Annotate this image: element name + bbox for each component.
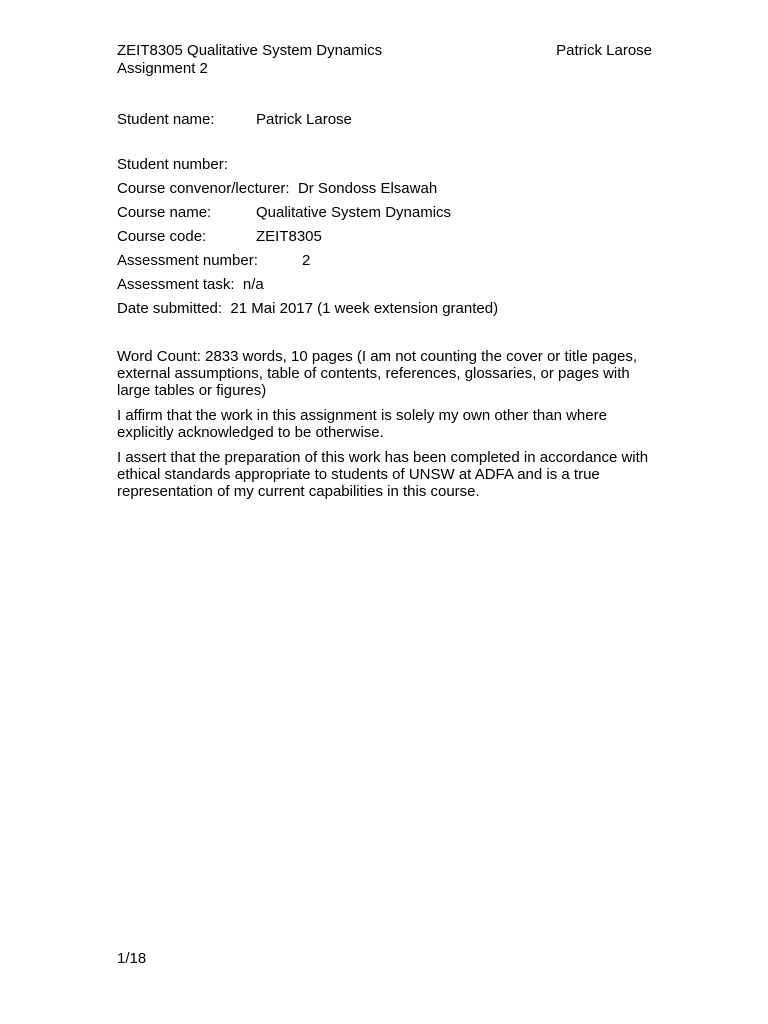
page-header (117, 42, 382, 78)
convenor-row (117, 180, 437, 198)
header-author: Patrick Larose (556, 42, 652, 59)
student-name-row (117, 111, 352, 129)
date-submitted-label: Date submitted: (117, 300, 223, 317)
assessment-task-label: Assessment task: (117, 276, 235, 293)
assessment-number-value: 2 (302, 252, 311, 269)
date-submitted-value: 21 Mai 2017 (1 week extension granted) (230, 300, 499, 317)
assertion-paragraph: I assert that the preparation of this work has been completed in accordance with ethical standards appropriate to students of UNSW at ADFA and is a true representation of my current capabilities in this course. (117, 449, 649, 500)
assessment-number-label: Assessment number: (117, 252, 258, 269)
course-code-value: ZEIT8305 (256, 228, 322, 245)
header-course-title: ZEIT8305 Qualitative System Dynamics (117, 42, 383, 59)
student-number-label: Student number: (117, 156, 228, 173)
student-number-row (117, 156, 228, 174)
affirmation-paragraph: I affirm that the work in this assignment is solely my own other than where explicitly acknowledged to be otherwise. (117, 407, 607, 441)
assessment-task-row (117, 276, 264, 294)
header-assignment: Assignment 2 (117, 60, 208, 77)
assessment-task-value: n/a (242, 276, 264, 293)
course-name-row (117, 204, 451, 222)
convenor-value: Dr Sondoss Elsawah (297, 180, 438, 197)
course-name-value: Qualitative System Dynamics (256, 204, 452, 221)
word-count-paragraph: Word Count: 2833 words, 10 pages (I am not counting the cover or title pages, external assumptions, table of contents, references, glossaries, or pages with large tables or figures) (117, 348, 638, 399)
date-submitted-row (117, 300, 498, 318)
student-name-label: Student name: (117, 111, 215, 128)
assessment-number-row (117, 252, 310, 270)
course-code-label: Course code: (117, 228, 207, 245)
convenor-label: Course convenor/lecturer: (117, 180, 290, 197)
page-number: 1/18 (117, 950, 147, 967)
course-code-row (117, 228, 322, 246)
course-name-label: Course name: (117, 204, 212, 221)
student-name-value: Patrick Larose (256, 111, 352, 128)
